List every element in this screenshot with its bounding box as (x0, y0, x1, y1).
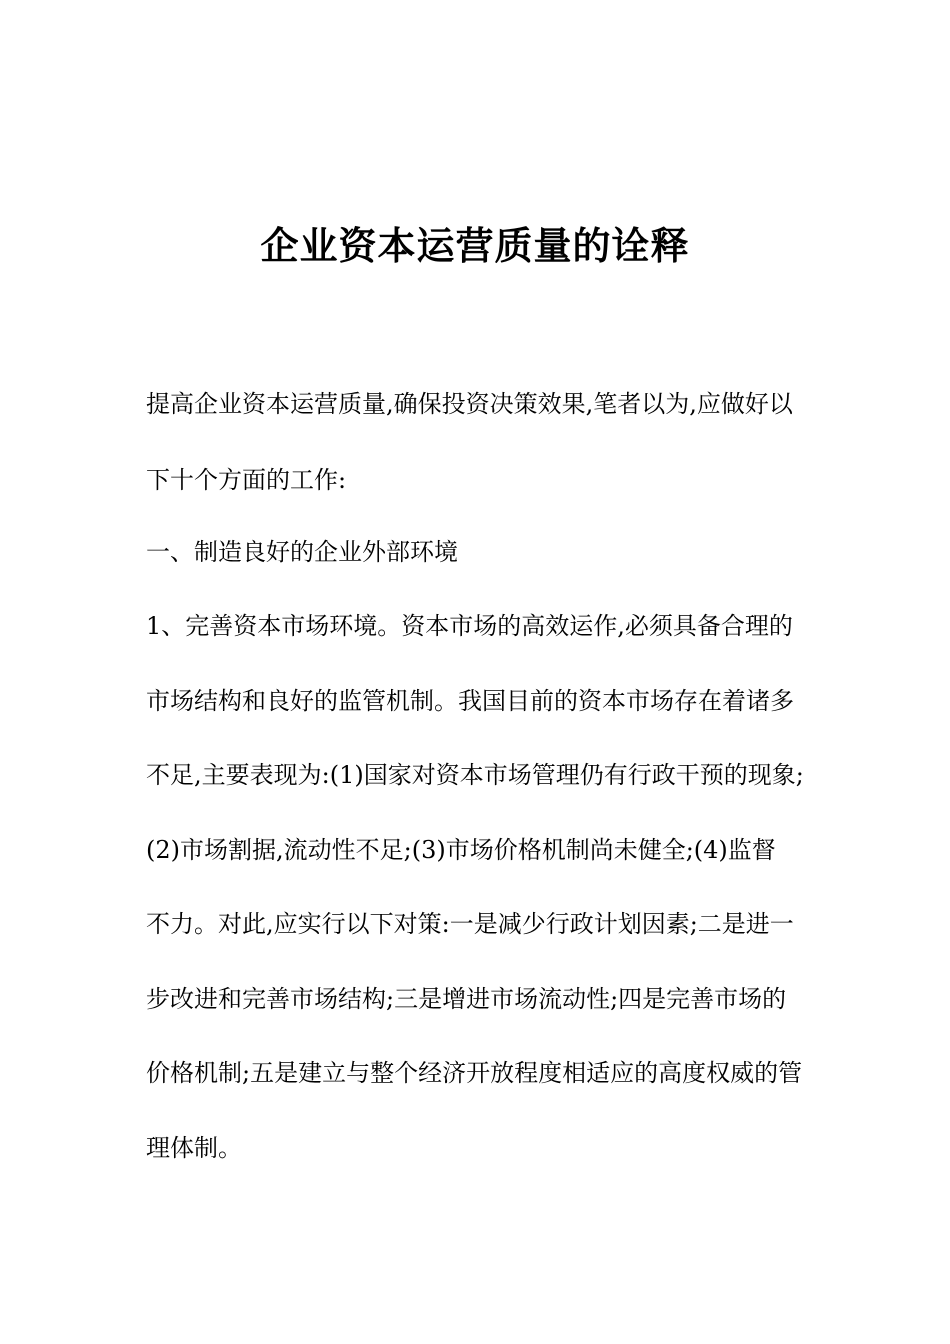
section-heading: 一、制造良好的企业外部环境 (146, 538, 458, 566)
paragraph-line: 不足,主要表现为:(1)国家对资本市场管理仍有行政干预的现象; (146, 761, 804, 789)
paragraph-line: 市场结构和良好的监管机制。我国目前的资本市场存在着诸多 (146, 687, 794, 715)
document-title: 企业资本运营质量的诠释 (260, 224, 690, 268)
paragraph-line: 步改进和完善市场结构;三是增进市场流动性;四是完善市场的 (146, 985, 787, 1013)
paragraph-line: 1、完善资本市场环境。资本市场的高效运作,必须具备合理的 (146, 612, 793, 640)
paragraph-line: 理体制。 (146, 1134, 242, 1162)
paragraph-line: 不力。对此,应实行以下对策:一是减少行政计划因素;二是进一 (146, 910, 794, 938)
paragraph-line: (2)市场割据,流动性不足;(3)市场价格机制尚未健全;(4)监督 (146, 836, 776, 864)
paragraph-line: 价格机制;五是建立与整个经济开放程度相适应的高度权威的管 (146, 1059, 803, 1087)
paragraph-intro-line-2: 下十个方面的工作: (146, 466, 347, 494)
paragraph-intro-line-1: 提高企业资本运营质量,确保投资决策效果,笔者以为,应做好以 (146, 390, 793, 418)
